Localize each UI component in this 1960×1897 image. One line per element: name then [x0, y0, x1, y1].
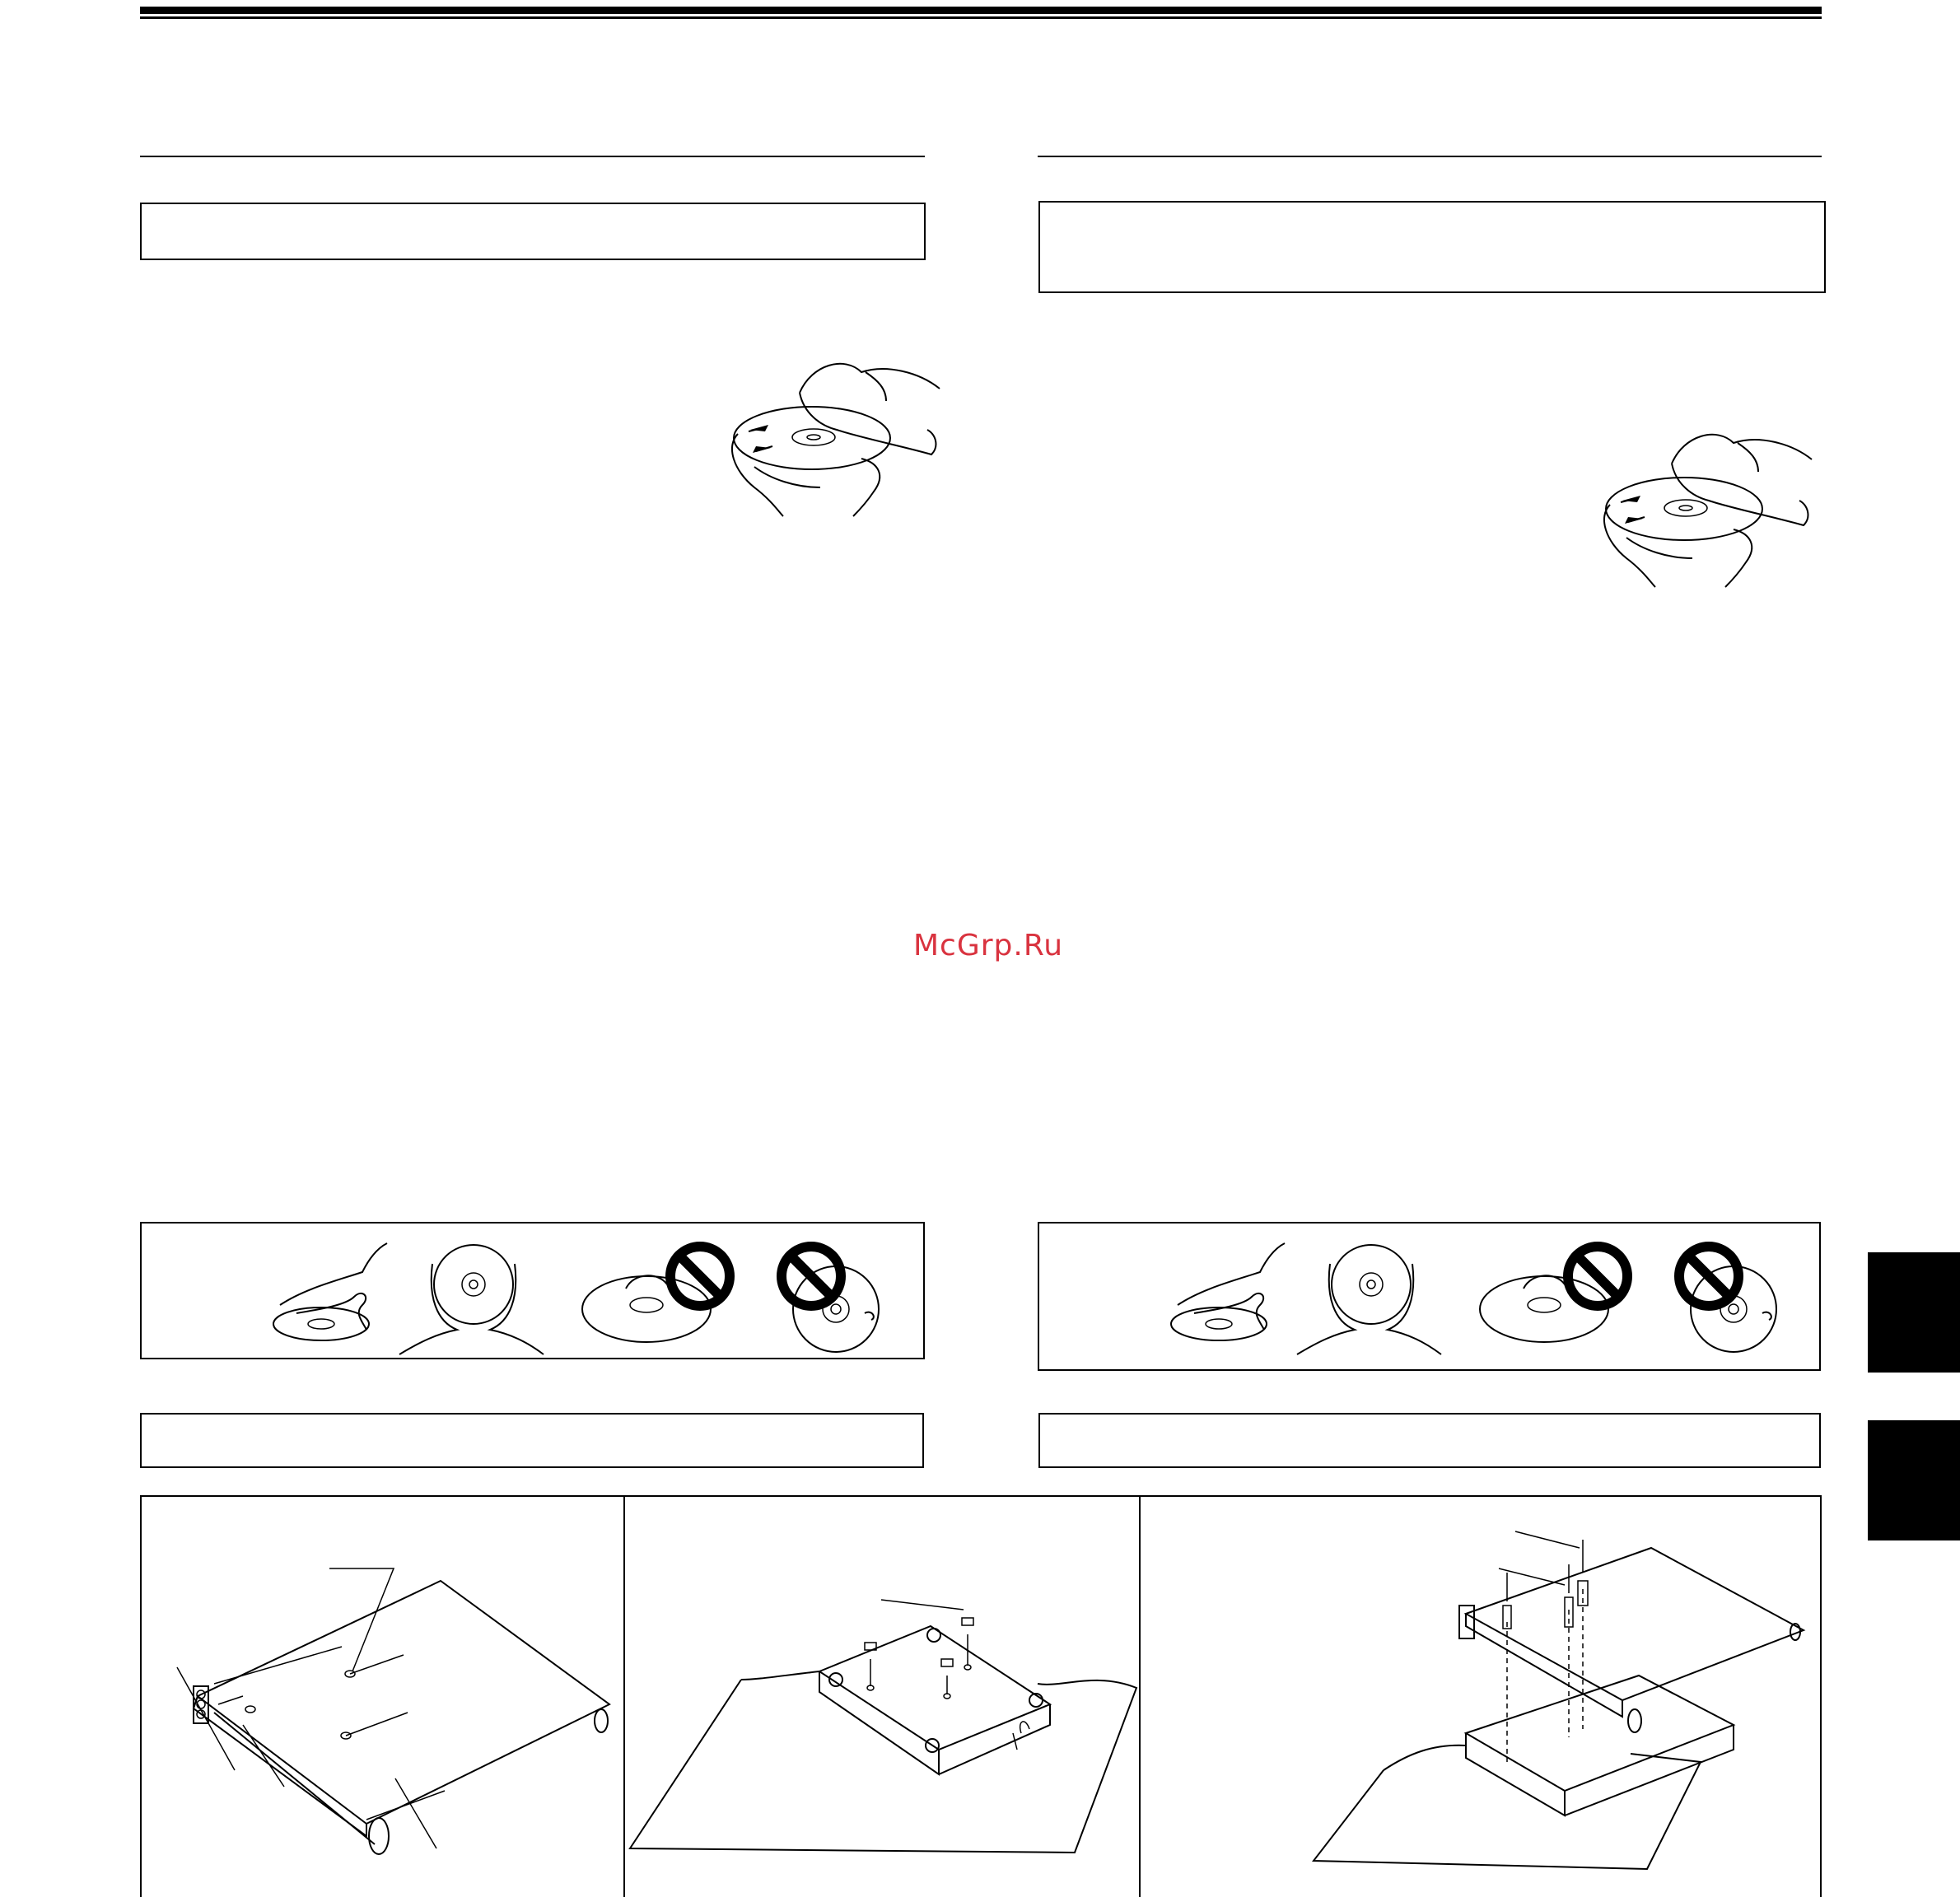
mounting-step-shelf	[165, 1564, 609, 1894]
right-mounting-heading-box	[1038, 1413, 1821, 1468]
left-mounting-heading-box	[140, 1413, 924, 1468]
header-rule-thin	[140, 16, 1822, 19]
side-tab-2	[1868, 1420, 1960, 1540]
side-tab-1	[1868, 1252, 1960, 1373]
mounting-step-unit-screws	[634, 1597, 1136, 1894]
left-cleaning-heading-box	[140, 203, 926, 260]
mounting-panel-divider-1	[623, 1495, 625, 1897]
mounting-panel-divider-2	[1139, 1495, 1141, 1897]
disc-cleaning-illustration-left	[721, 356, 944, 516]
mounting-step-attach	[1318, 1523, 1812, 1894]
right-cleaning-heading-box	[1038, 201, 1826, 293]
header-rule-thick	[140, 7, 1822, 14]
disc-cleaning-illustration-right	[1594, 426, 1816, 587]
disc-handling-illustrations-left	[272, 1239, 914, 1354]
disc-handling-illustrations-right	[1169, 1239, 1812, 1354]
left-section-rule	[140, 156, 925, 157]
watermark: McGrp.Ru	[912, 929, 1064, 962]
right-section-rule	[1038, 156, 1822, 157]
